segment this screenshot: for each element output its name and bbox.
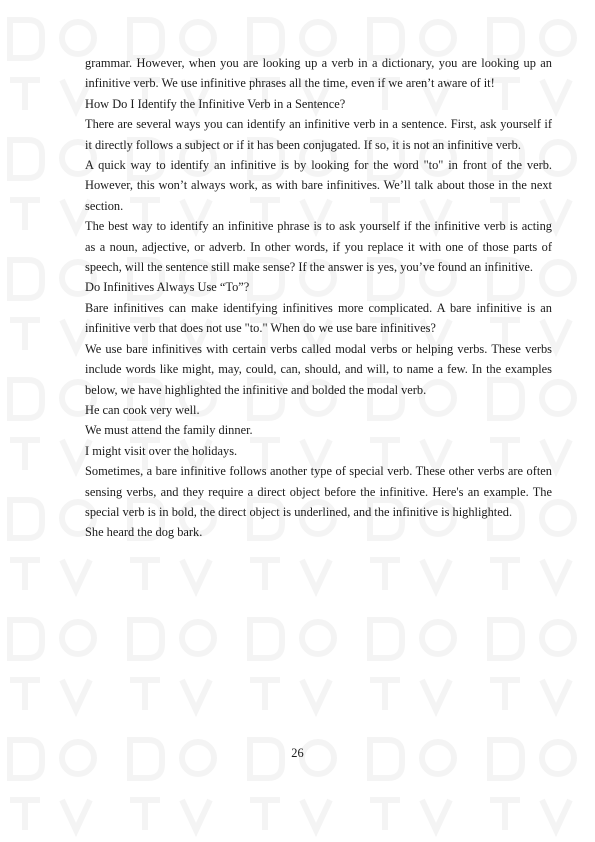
page-number: 26 <box>291 746 304 760</box>
paragraph-intro-continuation: grammar. However, when you are looking up a verb in a dictionary, you are looking up an infinitive verb. We use infinitive phrases all the time, even if we aren’t aware of it! <box>85 56 552 91</box>
heading-identify-infinitive: How Do I Identify the Infinitive Verb in a Sentence? <box>85 96 346 111</box>
heading-always-use-to: Do Infinitives Always Use “To”? <box>85 280 250 295</box>
example-sentence-cook: He can cook very well. <box>85 402 200 417</box>
paragraph-best-way: The best way to identify an infinitive phrase is to ask yourself if the infinitive verb is acting as a noun, adjective, or adverb. In other words, if you replace it with one of those parts of speech, will the sentence still make sense? If the answer is yes, you’ve found an infinitive. <box>85 219 552 275</box>
paragraph-special-verbs: Sometimes, a bare infinitive follows another type of special verb. These other verbs are often sensing verbs, and they require a direct object before the infinitive. Here's an example. The special verb is in bold, the direct object is underlined, and the infinitive is highlighted. <box>85 464 552 519</box>
paragraph-modal-verbs: We use bare infinitives with certain verbs called modal verbs or helping verbs. These verbs include words like might, may, could, can, should, and will, to name a few. In the examples below, we have highlighted the infinitive and bolded the modal verb. <box>85 341 552 397</box>
document-body <box>85 53 552 543</box>
example-sentence-dog: She heard the dog bark. <box>85 525 203 540</box>
paragraph-identify-ways: There are several ways you can identify an infinitive verb in a sentence. First, ask yourself if it directly follows a subject or if it has been conjugated. If so, it is not an infinitive verb. <box>85 117 552 152</box>
paragraph-quick-way: A quick way to identify an infinitive is by looking for the word "to" in front of the verb. However, this won’t always work, as with bare infinitives. We’ll talk about those in the next section. <box>85 158 552 213</box>
example-sentence-attend: We must attend the family dinner. <box>85 423 253 438</box>
example-sentence-visit: I might visit over the holidays. <box>85 443 238 458</box>
paragraph-bare-infinitives: Bare infinitives can make identifying infinitives more complicated. A bare infinitive is an infinitive verb that does not use "to." When do we use bare infinitives? <box>85 300 552 336</box>
